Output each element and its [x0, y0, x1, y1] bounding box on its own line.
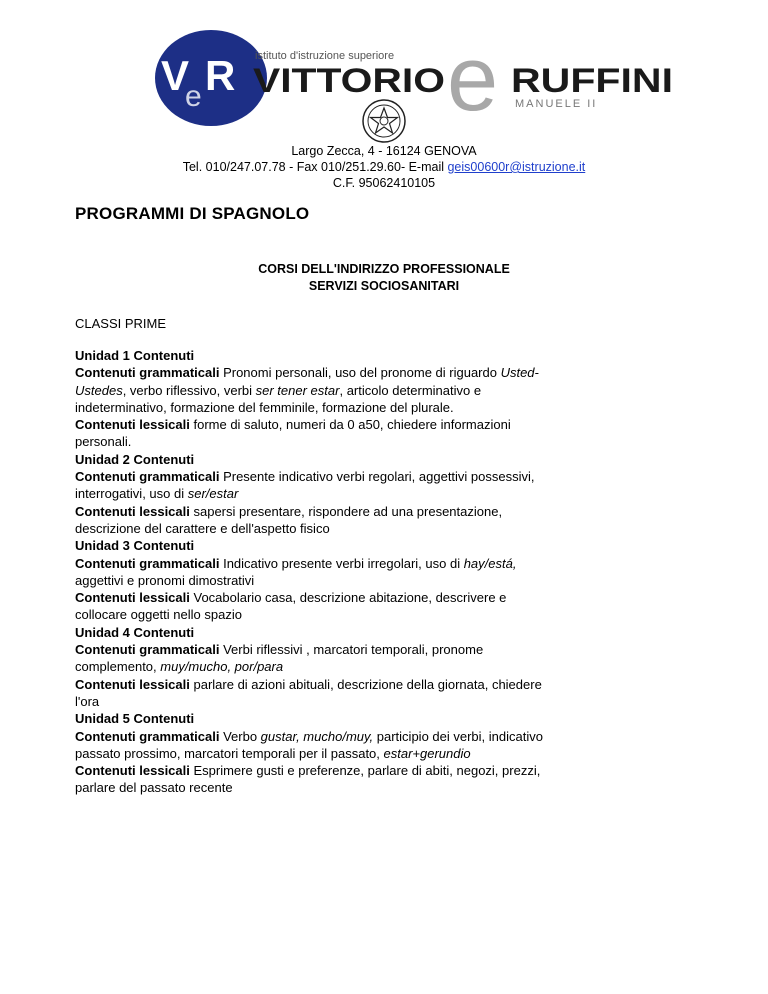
lexical-text-segment: parlare di azioni abituali, descrizione della giornata, chiedere l'ora [75, 676, 542, 709]
italian-republic-emblem-icon [358, 97, 410, 145]
unit-title: Unidad 4 Contenuti [75, 624, 195, 640]
grammar-text-segment: hay/está, [463, 555, 517, 571]
logo-name-left: VITTORIO [253, 62, 445, 100]
unit-title: Unidad 5 Contenuti [75, 711, 195, 727]
grammar-text-segment: Usted-Ustedes [75, 365, 539, 398]
unit-grammar-paragraph [75, 364, 545, 416]
logo-monogram-e: e [185, 80, 202, 113]
unit-title: Unidad 3 Contenuti [75, 538, 195, 554]
section-heading-line1: CORSI DELL'INDIRIZZO PROFESSIONALE [258, 262, 510, 276]
grammar-text-segment: , articolo determinativo e indeterminativo, formazione del femminile, formazione del plurale. [75, 382, 482, 415]
grammar-label: Contenuti grammaticali [75, 642, 220, 658]
unit-grammar-paragraph [75, 555, 545, 590]
grammar-text-segment: Verbi riflessivi , marcatori temporali, pronome complemento, [75, 642, 484, 675]
lexical-text-segment: sapersi presentare, rispondere ad una presentazione, descrizione del carattere e dell'aspetto fisico [75, 503, 503, 536]
grammar-text-segment: ser tener estar [255, 382, 340, 398]
school-logo [155, 28, 685, 128]
grammar-text-segment: muy/mucho, por/para [160, 659, 284, 675]
grammar-text-segment: Pronomi personali, uso del pronome di riguardo [219, 365, 501, 381]
school-address: Largo Zecca, 4 - 16124 GENOVA [291, 144, 477, 158]
unit-lexical-paragraph [75, 416, 545, 451]
lexical-text-segment: Vocabolario casa, descrizione abitazione, descrivere e collocare oggetti nello spazio [75, 590, 507, 623]
logo-subtitle: MANUELE II [515, 98, 598, 110]
grammar-text-segment: gustar, mucho/muy, [260, 728, 374, 744]
grammar-label: Contenuti grammaticali [75, 365, 220, 381]
class-label: CLASSI PRIME [75, 316, 167, 331]
lexical-label: Contenuti lessicali [75, 676, 190, 692]
grammar-text-segment: estar+gerundio [383, 745, 471, 761]
grammar-label: Contenuti grammaticali [75, 555, 220, 571]
grammar-text-segment: Presente indicativo verbi regolari, aggettivi possessivi, interrogativi, uso di [75, 469, 535, 502]
unit-grammar-paragraph [75, 641, 545, 676]
unit-title: Unidad 1 Contenuti [75, 348, 195, 363]
logo-name-right: RUFFINI [511, 62, 673, 100]
logo-monogram-r: R [205, 52, 236, 99]
unit-lexical-paragraph [75, 503, 545, 538]
lexical-text-segment: forme di saluto, numeri da 0 a50, chiedere informazioni personali. [75, 417, 511, 450]
section-heading-line2: SERVIZI SOCIOSANITARI [308, 279, 460, 293]
grammar-text-segment: ser/estar [187, 486, 239, 502]
email-link[interactable]: geis00600r@istruzione.it [447, 160, 586, 174]
school-logo-graphic [155, 28, 685, 128]
page-title: PROGRAMMI DI SPAGNOLO [75, 204, 310, 223]
logo-monogram-v: V [161, 52, 190, 99]
lexical-text-segment: Esprimere gusti e preferenze, parlare di abiti, negozi, prezzi, parlare del passato recente [75, 763, 541, 796]
logo-tagline: istituto d'istruzione superiore [255, 50, 395, 62]
phone-fax-text: Tel. 010/247.07.78 - Fax 010/251.29.60- E-mail [182, 160, 448, 174]
lexical-label: Contenuti lessicali [75, 417, 190, 433]
unit-lexical-paragraph [75, 762, 545, 797]
tax-code: C.F. 95062410105 [332, 176, 436, 190]
school-contacts [0, 159, 768, 175]
lexical-label: Contenuti lessicali [75, 590, 190, 606]
grammar-text-segment: Indicativo presente verbi irregolari, uso di [219, 555, 464, 571]
lexical-label: Contenuti lessicali [75, 503, 190, 519]
unit-title: Unidad 2 Contenuti [75, 451, 195, 467]
unit-lexical-paragraph [75, 589, 545, 624]
lexical-label: Contenuti lessicali [75, 763, 190, 779]
unit-grammar-paragraph [75, 728, 545, 763]
logo-big-e: e [447, 28, 499, 128]
grammar-label: Contenuti grammaticali [75, 728, 220, 744]
grammar-text-segment: , verbo riflessivo, verbi [122, 382, 256, 398]
unit-grammar-paragraph [75, 468, 545, 503]
units-list [75, 347, 545, 797]
grammar-text-segment: participio dei verbi, indicativo passato prossimo, marcatori temporali per il passato, [75, 728, 543, 761]
unit-lexical-paragraph [75, 676, 545, 711]
grammar-text-segment: aggettivi e pronomi dimostrativi [75, 572, 255, 588]
grammar-text-segment: Verbo [219, 728, 261, 744]
grammar-label: Contenuti grammaticali [75, 469, 220, 485]
